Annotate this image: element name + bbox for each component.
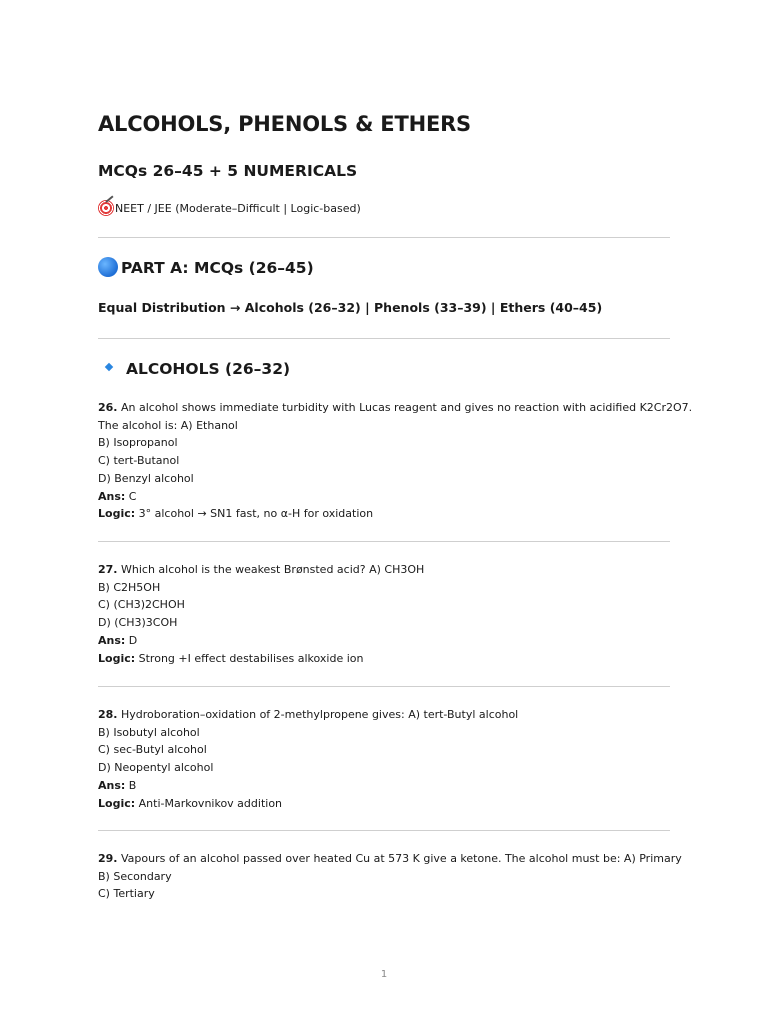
question-number: 27. [98, 563, 118, 576]
section-heading-text: ALCOHOLS (26–32) [126, 360, 291, 378]
answer-value: B [125, 778, 137, 792]
page-title: ALCOHOLS, PHENOLS & ETHERS [98, 112, 471, 136]
answer-value: C [125, 489, 137, 503]
divider [98, 237, 670, 238]
question-text: Which alcohol is the weakest Brønsted acid? A) CH3OH [117, 563, 425, 576]
logic-text: 3° alcohol → SN1 fast, no α-H for oxidation [135, 507, 374, 521]
blue-circle-icon [98, 257, 118, 277]
option: B) Isobutyl alcohol [98, 725, 200, 739]
logic-line [98, 505, 674, 523]
question-text: Vapours of an alcohol passed over heated Cu at 573 K give a ketone. The alcohol must be: A) Primary [117, 852, 682, 865]
answer-line [98, 488, 674, 506]
logic-label: Logic: [98, 507, 136, 521]
option: C) Tertiary [98, 887, 155, 901]
answer-line [98, 777, 674, 795]
question-27 [98, 561, 674, 667]
question-number: 28. [98, 708, 118, 721]
option: B) C2H5OH [98, 580, 161, 594]
part-a-heading-text: PART A: MCQs (26–45) [121, 259, 314, 277]
question-stem [98, 706, 674, 724]
question-29 [98, 850, 682, 903]
logic-line [98, 795, 674, 813]
divider [98, 338, 670, 339]
answer-line [98, 632, 674, 650]
option: B) Secondary [98, 869, 172, 883]
question-text: Hydroboration–oxidation of 2-methylpropene gives: A) tert-Butyl alcohol [117, 708, 519, 721]
answer-label: Ans: [98, 633, 126, 647]
logic-label: Logic: [98, 651, 136, 665]
question-stem [98, 561, 674, 579]
logic-label: Logic: [98, 796, 136, 810]
question-number: 29. [98, 852, 118, 865]
answer-label: Ans: [98, 489, 126, 503]
question-text: An alcohol shows immediate turbidity with Lucas reagent and gives no reaction with acidified K2Cr2O7. [117, 401, 693, 414]
option: B) Isopropanol [98, 436, 178, 450]
divider [98, 830, 670, 831]
option: C) tert-Butanol [98, 454, 180, 468]
option: D) Benzyl alcohol [98, 471, 194, 485]
question-text-cont: The alcohol is: A) Ethanol [98, 418, 238, 432]
exam-meta [98, 200, 361, 216]
divider [98, 686, 670, 687]
section-heading [98, 360, 290, 378]
option: D) (CH3)3COH [98, 616, 178, 630]
distribution-note: Equal Distribution → Alcohols (26–32) | Phenols (33–39) | Ethers (40–45) [98, 300, 603, 315]
page-subtitle: MCQs 26–45 + 5 NUMERICALS [98, 162, 358, 180]
option: C) sec-Butyl alcohol [98, 743, 207, 757]
target-icon [98, 200, 114, 216]
part-a-heading [98, 257, 314, 277]
question-26 [98, 399, 693, 523]
divider [98, 541, 670, 542]
logic-text: Anti-Markovnikov addition [135, 796, 283, 810]
question-stem [98, 399, 693, 417]
blue-diamond-icon [105, 363, 113, 371]
question-number: 26. [98, 401, 118, 414]
answer-value: D [125, 633, 138, 647]
page-number: 1 [380, 969, 388, 980]
option: C) (CH3)2CHOH [98, 598, 185, 612]
exam-meta-text: NEET / JEE (Moderate–Difficult | Logic-based) [115, 202, 361, 215]
question-28 [98, 706, 674, 812]
question-stem [98, 850, 682, 868]
option: D) Neopentyl alcohol [98, 761, 214, 775]
logic-text: Strong +I effect destabilises alkoxide ion [135, 651, 364, 665]
logic-line [98, 650, 674, 668]
answer-label: Ans: [98, 778, 126, 792]
